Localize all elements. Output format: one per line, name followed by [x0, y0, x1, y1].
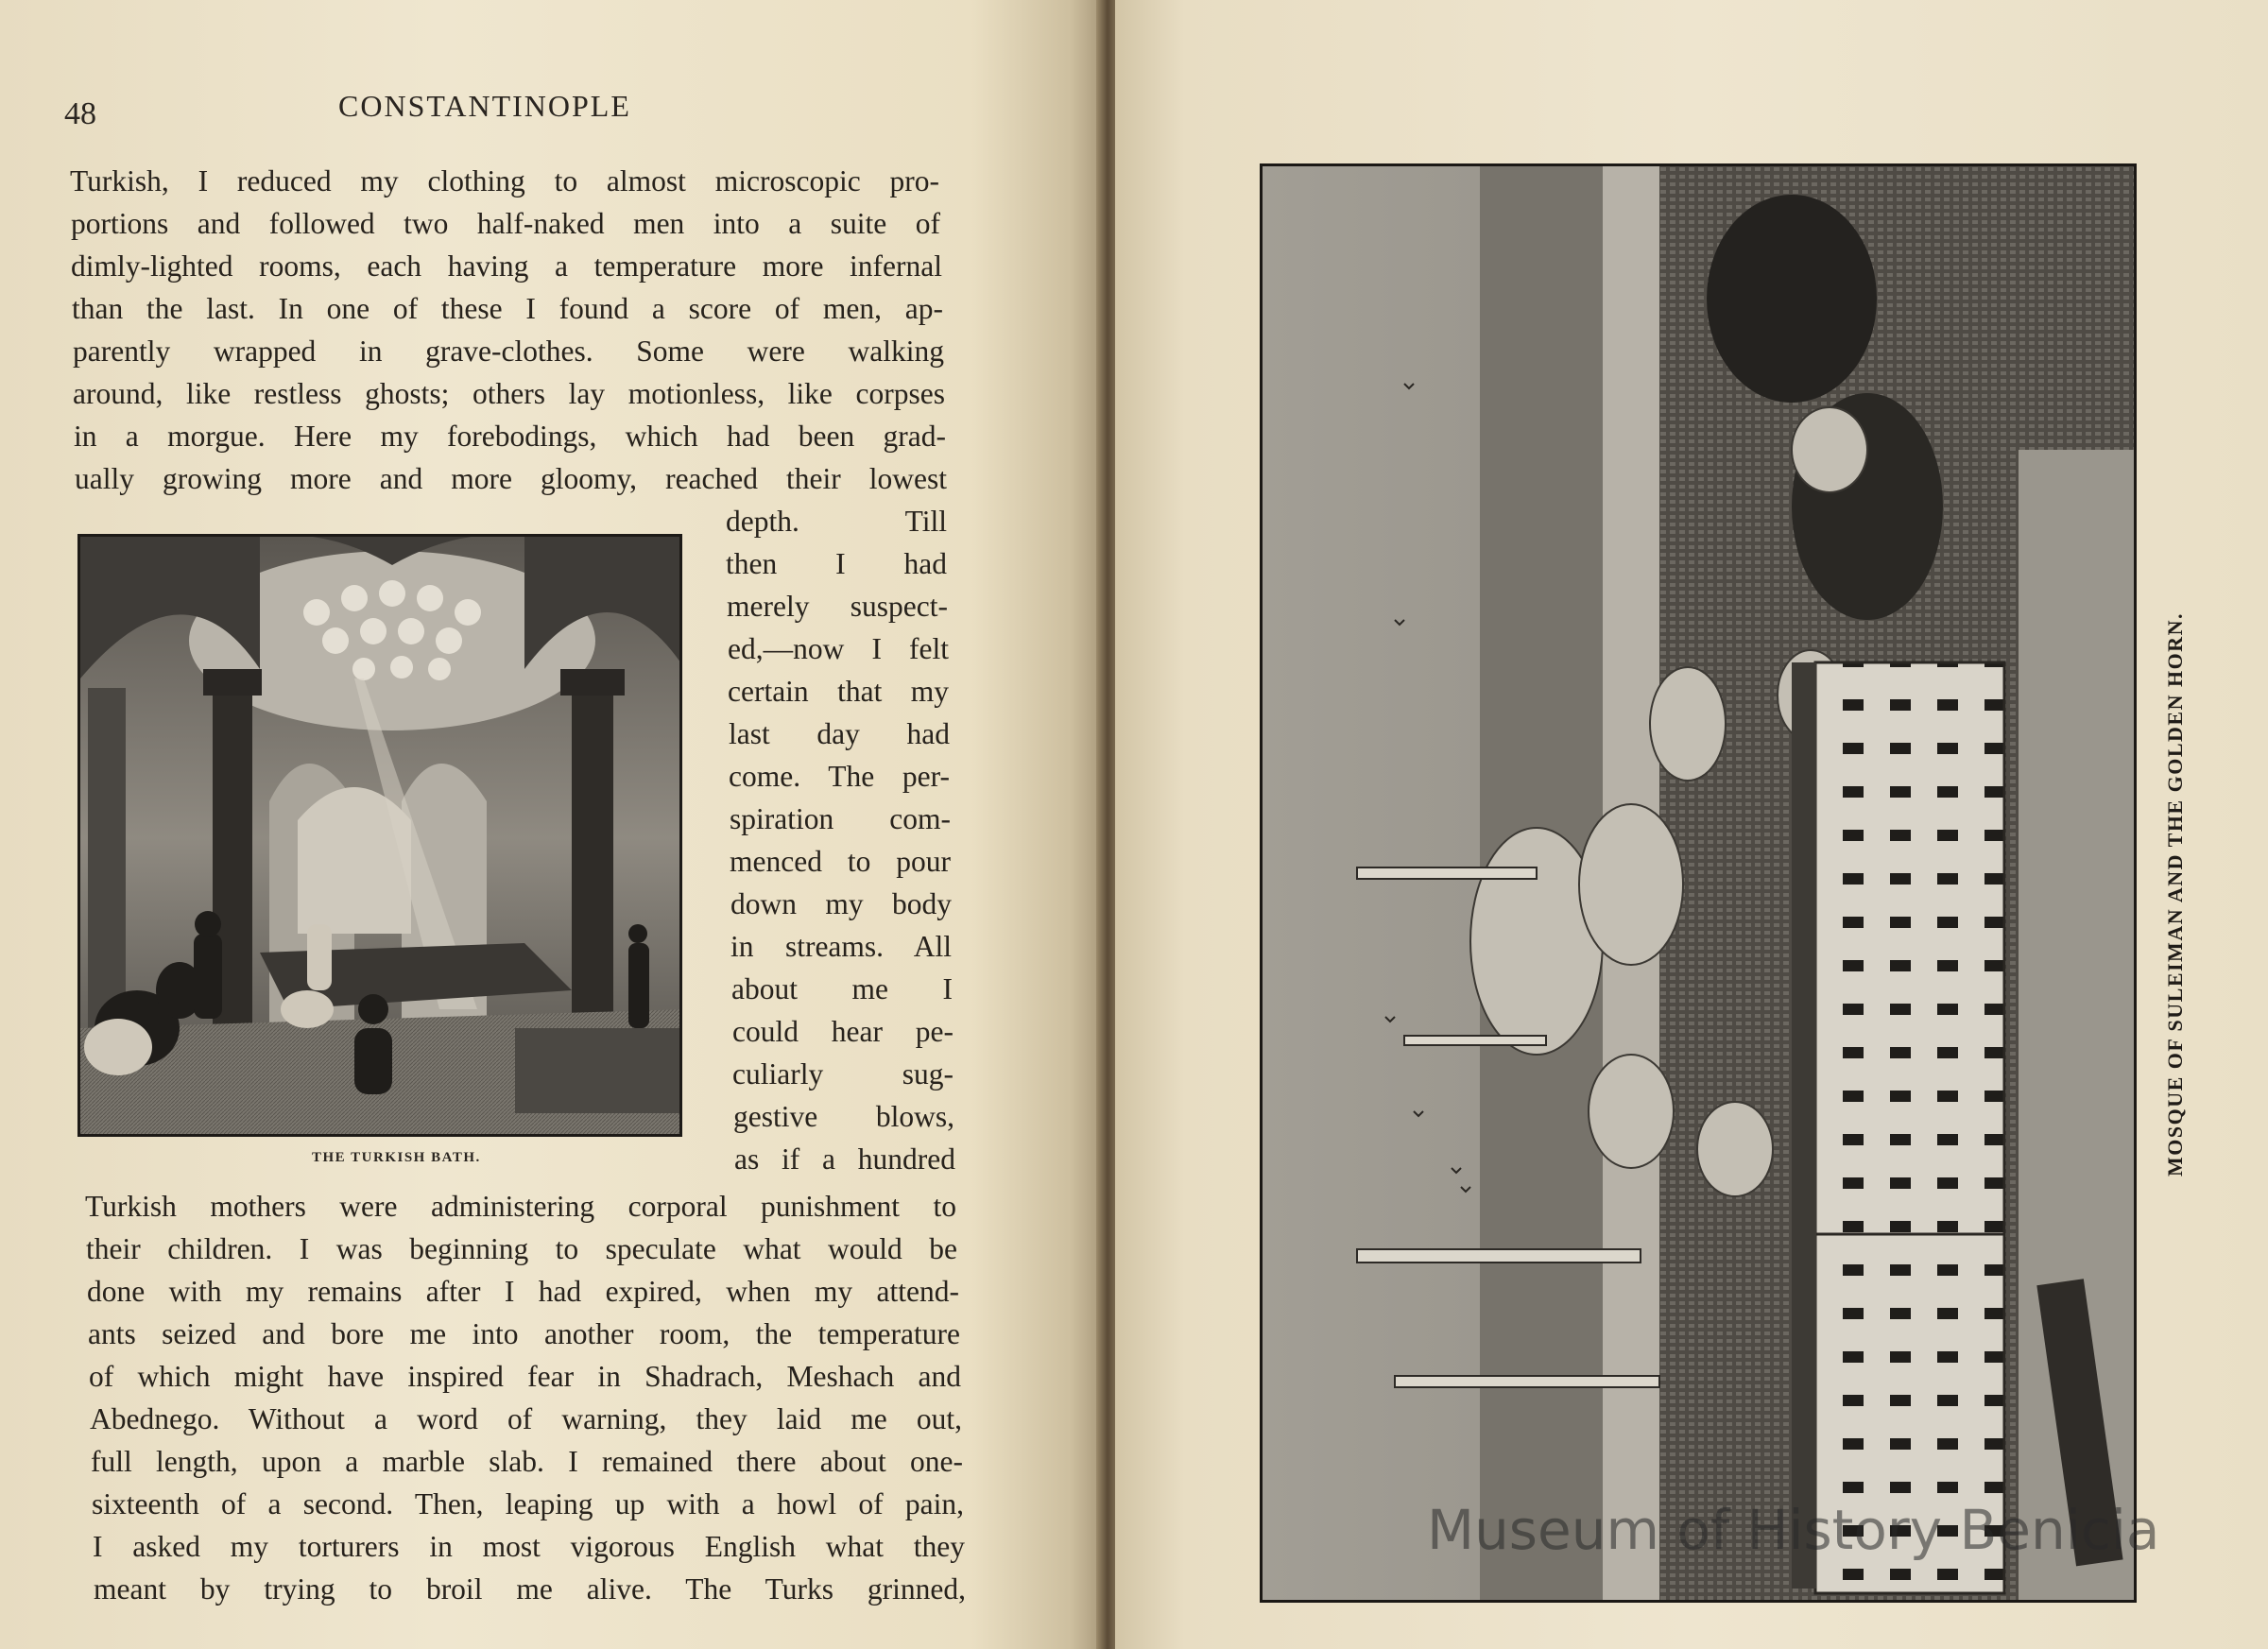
body-line: ually growing more and more gloomy, reached their lowest — [75, 462, 947, 495]
body-line: done with my remains after I had expired, when my attend- — [87, 1275, 959, 1308]
body-line: Turkish mothers were administering corporal punishment to — [85, 1190, 956, 1223]
running-title: CONSTANTINOPLE — [338, 89, 631, 123]
body-line: come. The per- — [729, 760, 950, 793]
body-line: Turkish, I reduced my clothing to almost microscopic pro- — [70, 164, 939, 198]
body-line: ed,—now I felt — [728, 632, 949, 665]
body-line: ants seized and bore me into another room, the temperature — [88, 1317, 960, 1350]
running-head — [64, 87, 943, 144]
watermark: Museum of History Benicia — [1427, 1498, 2160, 1562]
left-page — [0, 0, 1104, 1649]
page-number: 48 — [64, 96, 96, 131]
body-line: full length, upon a marble slab. I remained there about one- — [91, 1445, 963, 1478]
body-line: about me I — [731, 972, 953, 1005]
body-line: portions and followed two half-naked men into a suite of — [71, 207, 940, 240]
body-line: than the last. In one of these I found a score of men, ap- — [72, 292, 943, 325]
body-line: gestive blows, — [733, 1100, 954, 1133]
mosque-photo-plate — [1260, 163, 2137, 1603]
body-line: dimly-lighted rooms, each having a temperature more infernal — [71, 249, 942, 283]
body-line: last day had — [729, 717, 950, 750]
body-line: sixteenth of a second. Then, leaping up with a howl of pain, — [92, 1487, 964, 1520]
plate-caption: MOSQUE OF SULEIMAN AND THE GOLDEN HORN. — [2163, 612, 2187, 1177]
body-line: as if a hundred — [734, 1142, 955, 1176]
body-line: I asked my torturers in most vigorous English what they — [93, 1530, 965, 1563]
figure-caption: THE TURKISH BATH. — [312, 1150, 481, 1165]
body-line: merely suspect- — [727, 590, 948, 623]
body-line: certain that my — [728, 675, 949, 708]
body-line: Abednego. Without a word of warning, they laid me out, — [90, 1402, 962, 1435]
body-line: depth. Till — [726, 505, 947, 538]
body-line: could hear pe- — [732, 1015, 954, 1048]
body-line: menced to pour — [730, 845, 951, 878]
body-line: in streams. All — [730, 930, 952, 963]
body-line: spiration com- — [730, 802, 951, 835]
body-line: of which might have inspired fear in Shadrach, Meshach and — [89, 1360, 961, 1393]
body-line: their children. I was beginning to speculate what would be — [86, 1232, 957, 1265]
body-line: parently wrapped in grave-clothes. Some were walking — [73, 335, 944, 368]
body-line: then I had — [726, 547, 947, 580]
turkish-bath-illustration — [77, 534, 682, 1137]
body-line: culiarly sug- — [732, 1057, 954, 1091]
body-line: around, like restless ghosts; others lay motionless, like corpses — [73, 377, 945, 410]
body-line: in a morgue. Here my forebodings, which had been grad- — [74, 420, 946, 453]
body-line: meant by trying to broil me alive. The Turks grinned, — [94, 1572, 966, 1606]
body-line: down my body — [730, 887, 952, 920]
